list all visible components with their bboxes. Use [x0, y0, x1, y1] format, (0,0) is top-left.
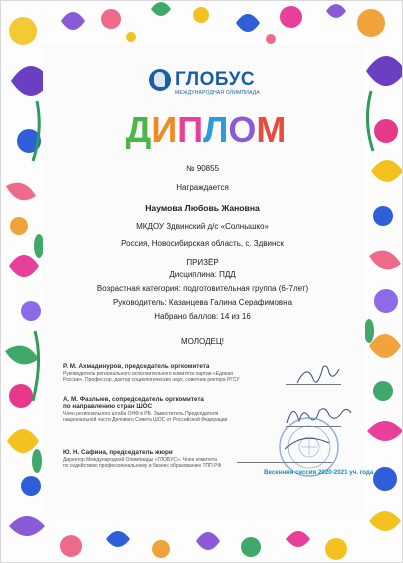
signer-name: Р. М. Ахмадинуров, председатель оргкомитета	[63, 363, 210, 370]
signature-block-jury	[63, 449, 293, 469]
signature-block-cochairman	[63, 396, 293, 423]
title-letter: О	[228, 109, 257, 149]
title-letter: Д	[125, 109, 152, 149]
recipient-name: Наумова Любовь Жановна	[145, 203, 260, 213]
svg-text:ДИПЛОМ	[126, 109, 287, 149]
logo-name: ГЛОБУС	[175, 69, 256, 90]
place-title: ПРИЗЁР	[186, 258, 219, 267]
title-letter: М	[256, 109, 287, 149]
signer-description: национальной части Делового Совета ШОС от Российской Федерации	[63, 417, 228, 423]
signer-name: Ю. Н. Сафина, председатель жюри	[63, 449, 173, 456]
floral-decor-bottom	[60, 531, 347, 560]
signer-name-line2: по направлению стран ШОС	[63, 403, 153, 410]
globus-logo	[149, 68, 259, 100]
signature-block-chairman	[63, 363, 293, 383]
age-category: Возрастная категория: подготовительная группа (6-7лет)	[96, 284, 309, 293]
handwritten-signature	[293, 361, 343, 387]
praise: МОЛОДЕЦ!	[181, 337, 224, 346]
title-letter: П	[177, 109, 204, 149]
discipline: Дисциплина: ПДД	[169, 270, 236, 279]
title-letter: Л	[203, 109, 229, 149]
diploma-number: № 90855	[185, 164, 220, 173]
awarded-label: Награждается	[176, 183, 229, 192]
globe-icon	[149, 69, 171, 91]
supervisor: Руководитель: Казанцева Галина Серафимовна	[112, 298, 293, 307]
signer-description: России». Профессор, доктор социологических наук, советник ректора РГСУ	[63, 377, 240, 383]
signer-name: А. М. Фазлыев, сопредседатель оргкомитета	[63, 396, 204, 403]
location: Россия, Новосибирская область, с. Здвинск	[121, 239, 284, 248]
title-letter: И	[151, 109, 178, 149]
diploma-title	[121, 109, 291, 149]
signer-description: по содействию профессиональному и бизнес образованию ТПП РФ	[63, 463, 222, 469]
floral-decor-top	[101, 2, 385, 44]
signer-description: Руководитель регионального исполнительного комитета партии «Единая	[63, 371, 233, 377]
logo-subtitle: МЕЖДУНАРОДНАЯ ОЛИМПИАДА	[175, 90, 260, 96]
floral-decor-right	[364, 56, 403, 531]
session-label: Весенняя сессия 2020-2021 уч. года	[264, 469, 374, 476]
score: Набрано баллов: 14 из 16	[154, 312, 251, 321]
signer-description: Член регионального штаба ОНФ в РБ. Заместитель Председателя	[63, 411, 219, 417]
signer-description: Директор Международной Олимпиады «ГЛОБУС». Член комитета	[63, 457, 217, 463]
organization: МКДОУ Здвинский д/с «Солнышко»	[136, 222, 269, 231]
